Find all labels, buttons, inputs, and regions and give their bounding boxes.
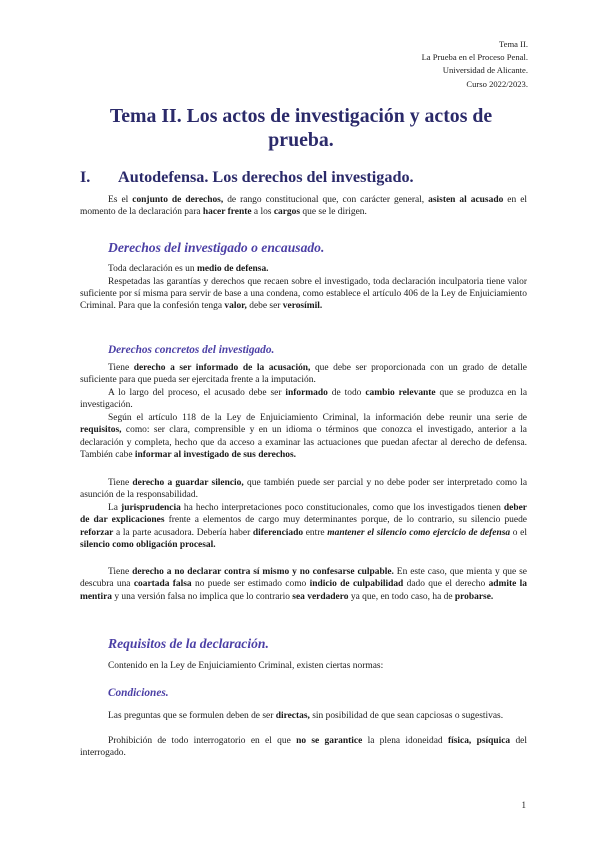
bold-term: derecho a ser informado de la acusación,	[133, 363, 311, 373]
header-line: Curso 2022/2023.	[466, 78, 528, 89]
bold-term: coartada falsa	[133, 579, 192, 590]
paragraph	[80, 566, 527, 603]
text-run: Las preguntas que se formulen deben de ser	[108, 711, 276, 721]
paragraph	[80, 735, 527, 760]
bold-term: requisitos,	[80, 425, 122, 436]
bold-term: diferenciado	[252, 527, 304, 538]
text-run: Según el artículo 118 de la Ley de Enjuiciamiento Criminal, la información debe reunir una serie de	[108, 413, 527, 423]
paragraph	[80, 387, 527, 412]
subheading: Requisitos de la declaración.	[108, 636, 269, 651]
text-run: del interrogado.	[80, 736, 527, 759]
text-run: frente a elementos de cargo muy determinantes porque, de lo contrario, su silencio puede	[164, 515, 527, 526]
paragraph	[80, 710, 527, 722]
text-run: sin posibilidad de que sean capciosas o sugestivas.	[309, 711, 504, 721]
bold-term: jurisprudencia	[121, 503, 181, 513]
subheading: Derechos del investigado o encausado.	[108, 240, 325, 255]
text-run: entre	[303, 527, 328, 538]
text-run: que debe ser proporcionada con un grado de detalle suficiente para que pueda ser ejercitada frente a la imputación.	[80, 363, 527, 386]
bold-term: derecho a no declarar contra sí mismo y no confesarse culpable.	[132, 567, 394, 577]
text-run: que también puede ser parcial y no debe poder ser interpretado como la asunción de la responsabilidad.	[80, 478, 528, 501]
text-run: Es el	[108, 195, 133, 205]
bold-term: sea verdadero	[292, 591, 349, 602]
bold-term: informar al investigado de sus derechos.	[134, 450, 297, 461]
header-line: La Prueba en el Proceso Penal.	[421, 52, 528, 63]
bold-term: directas,	[275, 711, 310, 721]
text-run: a los	[251, 207, 274, 218]
subsubheading: Derechos concretos del investigado.	[108, 344, 275, 356]
paragraph	[80, 412, 527, 462]
bold-term: verosímil.	[282, 301, 323, 312]
text-run: la plena idoneidad	[362, 736, 448, 746]
section-number: I.	[80, 168, 91, 186]
bold-term: medio de defensa.	[196, 264, 269, 274]
bold-term: hacer frente	[202, 207, 252, 218]
text-run: a la parte acusadora. Debería haber	[113, 527, 253, 538]
text-run: de todo	[327, 388, 366, 398]
subsubheading: Condiciones.	[108, 687, 169, 699]
paragraph	[80, 502, 527, 552]
bold-term: probarse.	[454, 591, 494, 602]
header-line: Universidad de Alicante.	[442, 65, 528, 76]
paragraph	[80, 362, 527, 387]
text-run: como: ser clara, comprensible y en un idioma o términos que conozca el investigado, anterior a la declaración y completa, hecho que da acceso a examinar las actuaciones que puedan afectar al derecho de defensa. También cabe	[80, 425, 527, 461]
page-number: 1	[521, 800, 526, 810]
bold-term: valor,	[224, 301, 247, 312]
text-run: Tiene	[108, 478, 133, 488]
text-run: Tiene	[108, 363, 134, 373]
bold-term: derecho a guardar silencio,	[132, 478, 244, 488]
section-heading	[80, 168, 414, 187]
text-run: Respetadas las garantías y derechos que recaen sobre el investigado, toda declaración inculpatoria tiene valor suficiente por sí misma para servir de base a una condena, como establece el artículo 406 de la Ley de Enjuiciamiento Criminal. Para que la confesión tenga	[80, 276, 527, 312]
text-run: dado que el derecho	[403, 579, 489, 590]
text-run: que se le dirigen.	[300, 207, 367, 218]
text-run: en el momento de la declaración para	[80, 195, 528, 218]
paragraph	[80, 263, 527, 275]
text-run: ya que, en todo caso, ha de	[348, 591, 455, 602]
document-title: Tema II. Los actos de investigación y actos de prueba.	[109, 105, 493, 151]
bold-term: cargos	[273, 207, 301, 218]
text-run: o el	[510, 527, 527, 538]
text-run: Toda declaración es un	[108, 264, 197, 274]
text-run: Contenido en la Ley de Enjuiciamiento Criminal, existen ciertas normas:	[108, 661, 384, 671]
text-run: y una versión falsa no implica que lo contrario	[111, 591, 293, 602]
bold-term: reforzar	[80, 527, 114, 538]
bold-term: asisten al acusado	[428, 195, 504, 205]
text-run: debe ser	[246, 301, 283, 312]
paragraph	[80, 660, 527, 672]
text-run: no puede ser estimado como	[191, 579, 310, 590]
bold-term: admite la mentira	[80, 579, 528, 602]
header-line: Tema II.	[499, 39, 528, 49]
bold-italic-term: mantener el silencio como ejercicio de defensa	[327, 527, 511, 538]
text-run: En este caso, que mienta y que se descubra una	[80, 567, 527, 590]
bold-term: informado	[285, 388, 328, 398]
bold-term: física, psíquica	[447, 736, 511, 746]
text-run: Prohibición de todo interrogatorio en el que	[108, 736, 297, 746]
bold-term: cambio relevante	[365, 388, 436, 398]
bold-term: no se garantice	[296, 736, 363, 746]
section-title: Autodefensa. Los derechos del investigado.	[118, 168, 414, 186]
bold-term: indicio de culpabilidad	[309, 579, 404, 590]
text-run: A lo largo del proceso, el acusado debe ser	[108, 388, 286, 398]
text-run: que se produzca en la investigación.	[80, 388, 528, 411]
paragraph	[80, 194, 527, 219]
text-run: de rango constitucional que, con carácter general,	[223, 195, 429, 205]
bold-term: deber de dar explicaciones	[80, 503, 527, 526]
text-run: Tiene	[108, 567, 133, 577]
text-run: La	[108, 503, 122, 513]
bold-term: conjunto de derechos,	[132, 195, 224, 205]
text-run: ha hecho interpretaciones poco constitucionales, como que los investigados tienen	[180, 503, 504, 513]
bold-term: silencio como obligación procesal.	[80, 540, 216, 551]
paragraph	[80, 477, 527, 502]
running-header	[422, 38, 528, 91]
paragraph	[80, 276, 527, 313]
